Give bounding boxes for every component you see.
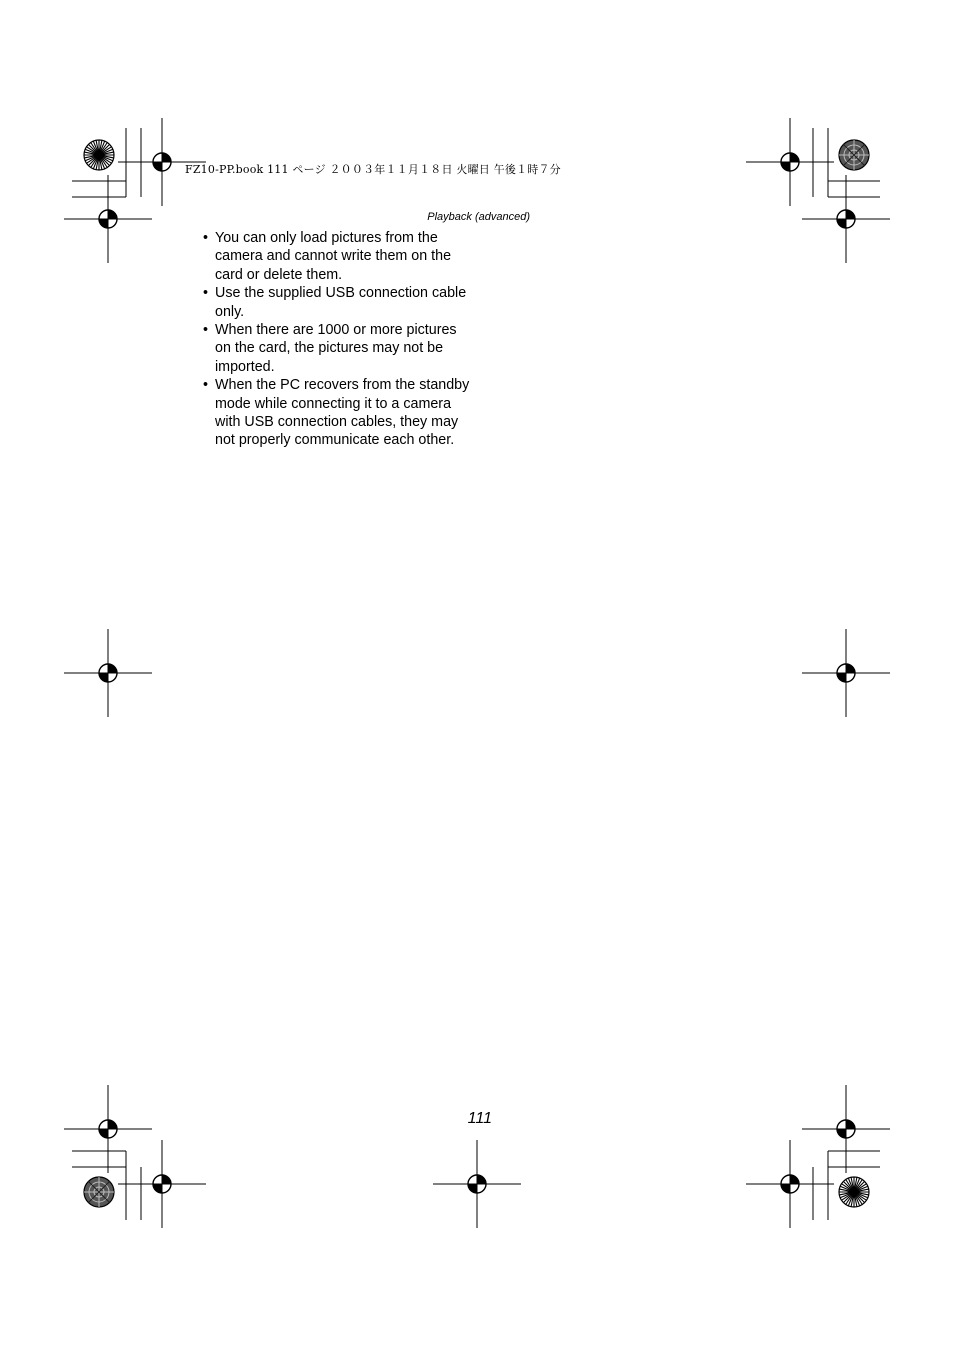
notes-list xyxy=(203,229,473,450)
registration-mark-icon xyxy=(802,175,890,263)
note-text: When there are 1000 or more pictures on the card, the pictures may not be imported. xyxy=(215,322,457,375)
list-item xyxy=(203,284,473,321)
note-text: You can only load pictures from the camera and cannot write them on the card or delete them. xyxy=(215,230,452,283)
note-text: Use the supplied USB connection cable only. xyxy=(215,285,467,320)
star-target-icon xyxy=(84,140,114,170)
registration-mark-icon xyxy=(802,1085,890,1173)
registration-mark-icon xyxy=(64,629,152,717)
registration-mark-icon xyxy=(433,1140,521,1228)
star-target-icon xyxy=(839,1177,869,1207)
bullet-glyph: • xyxy=(203,230,209,246)
note-text: When the PC recovers from the standby mode while connecting it to a camera with USB connection cables, they may not properly communicate each other. xyxy=(215,377,470,449)
bullet-glyph: • xyxy=(203,285,209,302)
bullet-glyph: • xyxy=(203,322,209,339)
registration-mark-icon xyxy=(746,1140,834,1228)
registration-mark-icon xyxy=(118,1140,206,1228)
list-item xyxy=(203,229,473,284)
running-head: Playback (advanced) xyxy=(427,211,530,223)
registration-mark-icon xyxy=(64,175,152,263)
list-item xyxy=(203,376,473,450)
page-number: 111 xyxy=(467,1110,492,1127)
color-target-icon xyxy=(839,140,869,170)
color-target-icon xyxy=(84,1177,114,1207)
list-item xyxy=(203,321,473,376)
bullet-glyph: • xyxy=(203,377,209,394)
registration-mark-icon xyxy=(802,629,890,717)
registration-mark-icon xyxy=(64,1085,152,1173)
registration-mark-icon xyxy=(746,118,834,206)
print-imprint-line: FZ10-PP.book 111 ページ ２００３年１１月１８日 火曜日 午後１時７分 xyxy=(185,163,561,176)
